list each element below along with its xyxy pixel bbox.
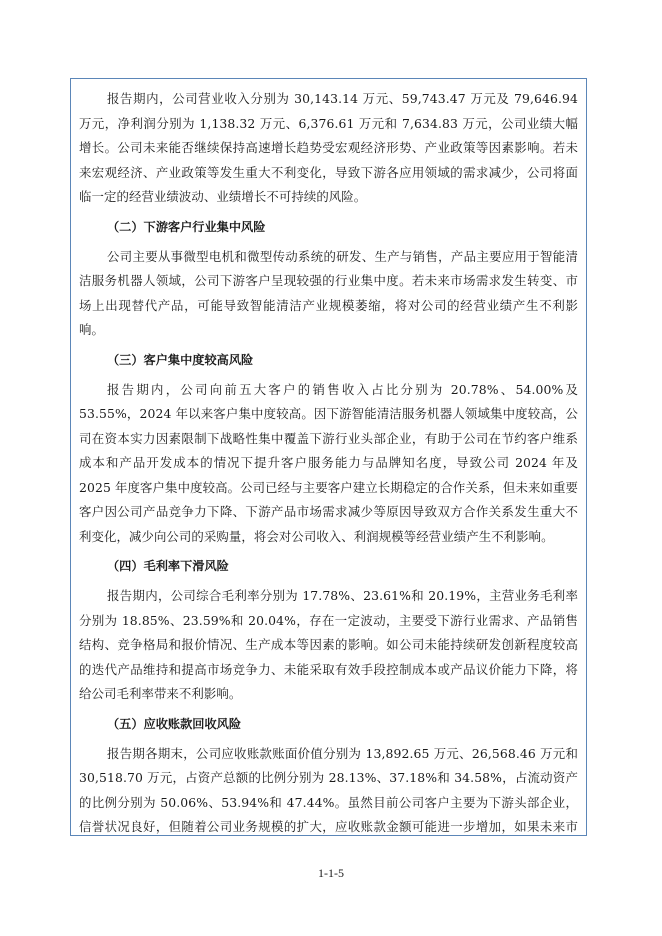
risk-section-frame — [70, 78, 587, 836]
paragraph-customer-concentration: 报告期内，公司向前五大客户的销售收入占比分别为 20.78%、54.00%及 53.55%，2024 年以来客户集中度较高。因下游智能清洁服务机器人领域集中度较高，公司在资本实力因素限制下战略性集中覆盖下游行业头部企业，有助于公司在节约客户维系成本和产品开发成本的情况下提升客户服务能力与品牌知名度，导致公司 2024 年及 2025 年度客户集中度较高。公司已经与主要客户建立长期稳定的合作关系，但未来如重要客户因公司产品竞争力下降、下游产品市场需求减少等原因导致双方合作关系发生重大不利变化，减少向公司的采购量，将会对公司收入、利润规模等经营业绩产生不利影响。 — [79, 381, 578, 544]
heading-gross-margin: （四）毛利率下滑风险 — [107, 559, 229, 573]
page-number: 1-1-5 — [318, 866, 344, 880]
heading-customer-concentration: （三）客户集中度较高风险 — [107, 352, 254, 367]
paragraph-receivables: 报告期各期末，公司应收账款账面价值分别为 13,892.65 万元、26,568.46 万元和 30,518.70 万元，占资产总额的比例分别为 28.13%、37.18%和 34.58%，占流动资产的比例分别为 50.06%、53.94%和 47.44%。虽然目前公司客户主要为下游头部企业，信誉状况良好，但随着公司业务规模的扩大，应收账款金额可能进一步增加，如果未来市 — [79, 745, 578, 834]
heading-downstream-concentration: （二）下游客户行业集中风险 — [107, 219, 266, 234]
paragraph-downstream-concentration: 公司主要从事微型电机和微型传动系统的研发、生产与销售，产品主要应用于智能清洁服务机器人领域，公司下游客户呈现较强的行业集中度。若未来市场需求发生转变、市场上出现替代产品，可能导致智能清洁产业规模萎缩，将对公司的经营业绩产生不利影响。 — [79, 248, 578, 337]
paragraph-operating-performance: 报告期内，公司营业收入分别为 30,143.14 万元、59,743.47 万元及 79,646.94 万元，净利润分别为 1,138.32 万元、6,376.61 万元和 7,634.83 万元，公司业绩大幅增长。公司未来能否继续保持高速增长趋势受宏观经济形势、产业政策等因素影响。若未来宏观经济、产业政策等发生重大不利变化，导致下游各应用领域的需求减少，公司将面临一定的经营业绩波动、业绩增长不可持续的风险。 — [79, 91, 578, 204]
paragraph-gross-margin: 报告期内，公司综合毛利率分别为 17.78%、23.61%和 20.19%，主营业务毛利率分别为 18.85%、23.59%和 20.04%，存在一定波动，主要受下游行业需求、产品销售结构、竞争格局和报价情况、生产成本等因素的影响。如公司未能持续研发创新程度较高的迭代产品维持和提高市场竞争力、未能采取有效手段控制成本或产品议价能力下降，将给公司毛利率带来不利影响。 — [79, 588, 578, 701]
heading-receivables: （五）应收账款回收风险 — [107, 716, 242, 731]
